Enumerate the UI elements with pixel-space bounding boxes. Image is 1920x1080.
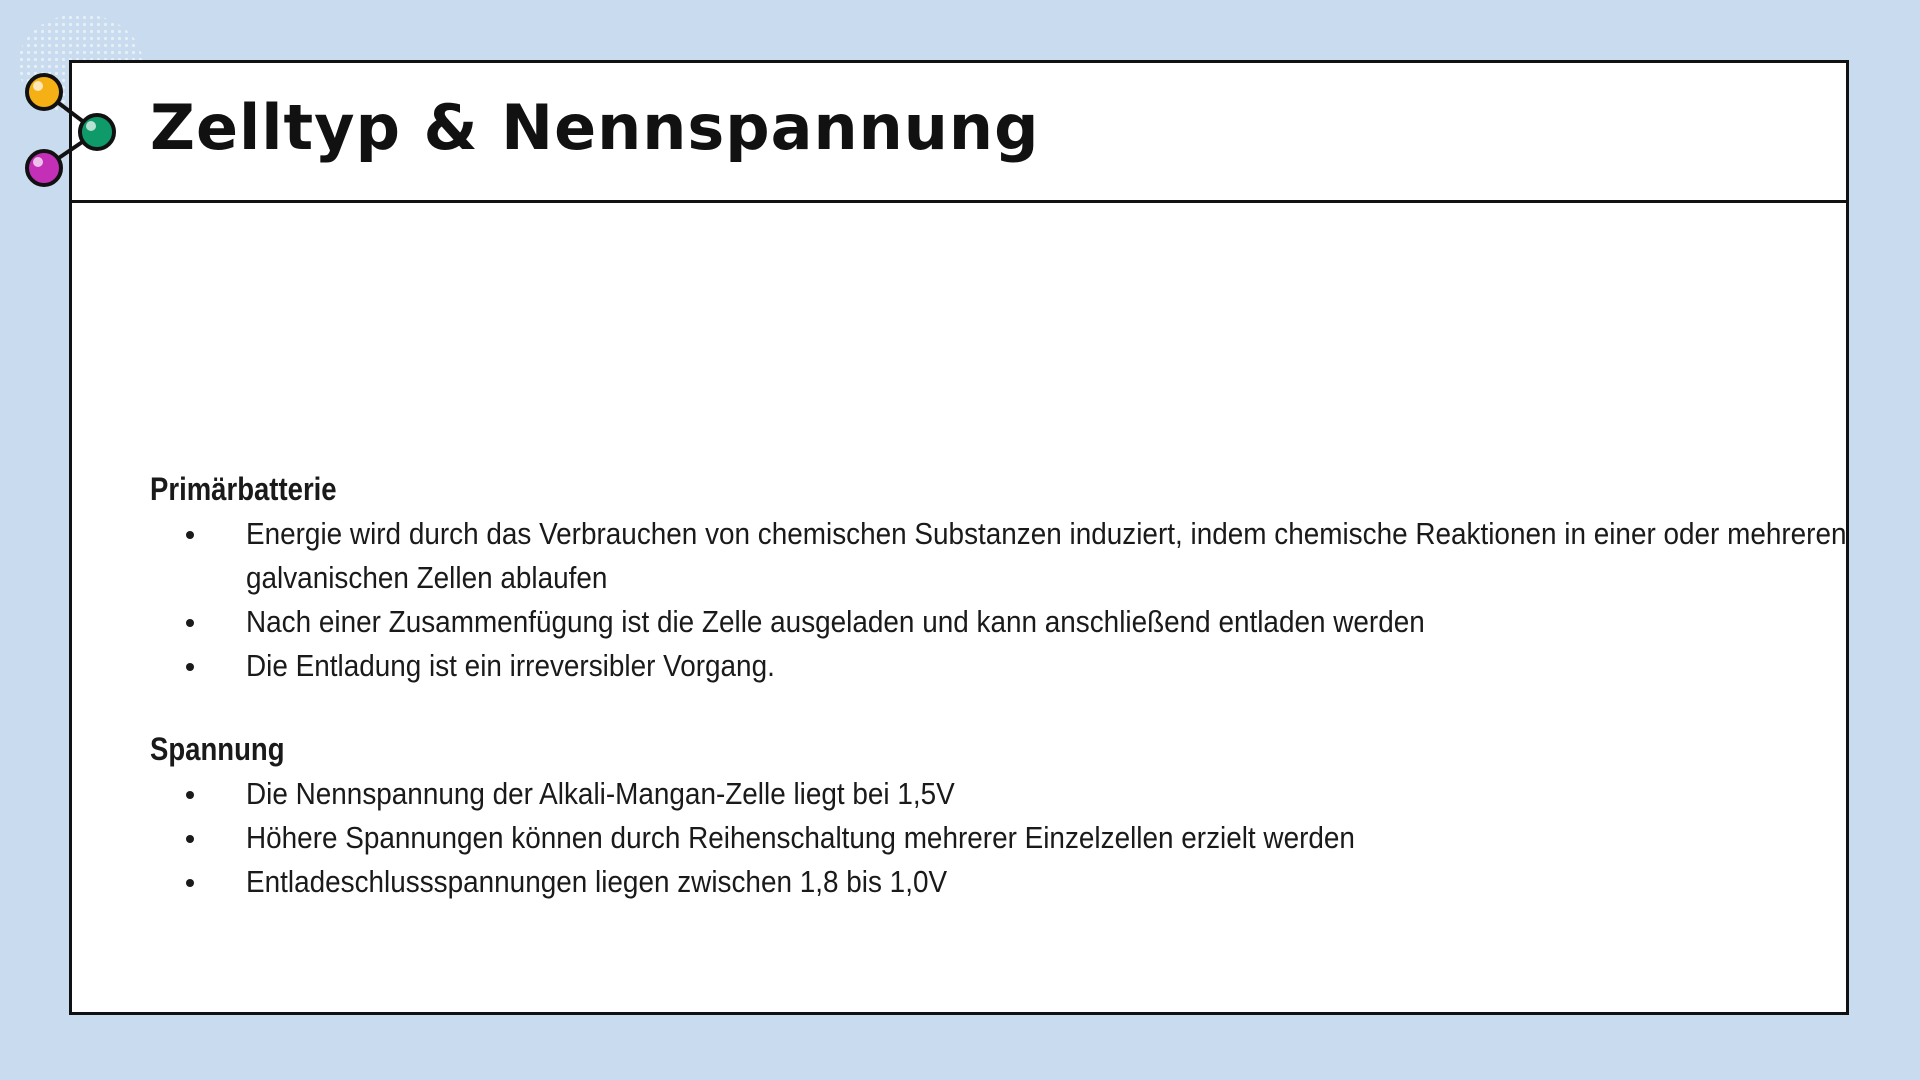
node-highlight [33, 81, 43, 91]
bullet-list [150, 772, 1850, 904]
list-item [150, 644, 1850, 688]
slide-title: Zelltyp & Nennspannung [150, 91, 1040, 164]
section-primaerbatterie [150, 468, 1850, 688]
bullet-icon [186, 835, 194, 843]
bullet-icon [186, 531, 194, 539]
bullet-text: Nach einer Zusammenfügung ist die Zelle ausgeladen und kann anschließend entladen werden [246, 604, 1425, 639]
section-heading: Spannung [150, 731, 285, 767]
section-spannung [150, 728, 1850, 904]
bullet-icon [186, 619, 194, 627]
list-item [150, 512, 1850, 600]
magenta-node-icon [27, 151, 61, 185]
slide-frame [69, 60, 1849, 1015]
slide-content [150, 468, 1850, 944]
bullet-icon [186, 879, 194, 887]
bullet-icon [186, 791, 194, 799]
node-highlight [86, 121, 96, 131]
list-item [150, 600, 1850, 644]
bullet-text: Energie wird durch das Verbrauchen von chemischen Substanzen induziert, indem chemische Reaktionen in einer oder mehreren galvanischen Zellen ablaufen [246, 516, 1847, 595]
list-item [150, 860, 1850, 904]
list-item [150, 772, 1850, 816]
molecule-icon [20, 70, 130, 190]
yellow-node-icon [27, 75, 61, 109]
bullet-text: Höhere Spannungen können durch Reihenschaltung mehrerer Einzelzellen erzielt werden [246, 820, 1355, 855]
title-bar [72, 63, 1846, 203]
list-item [150, 816, 1850, 860]
bullet-text: Die Nennspannung der Alkali-Mangan-Zelle liegt bei 1,5V [246, 776, 955, 811]
green-node-icon [80, 115, 114, 149]
bullet-text: Die Entladung ist ein irreversibler Vorgang. [246, 648, 775, 683]
node-highlight [33, 157, 43, 167]
bullet-list [150, 512, 1850, 688]
bullet-text: Entladeschlussspannungen liegen zwischen 1,8 bis 1,0V [246, 864, 948, 899]
section-heading: Primärbatterie [150, 471, 337, 507]
bullet-icon [186, 663, 194, 671]
